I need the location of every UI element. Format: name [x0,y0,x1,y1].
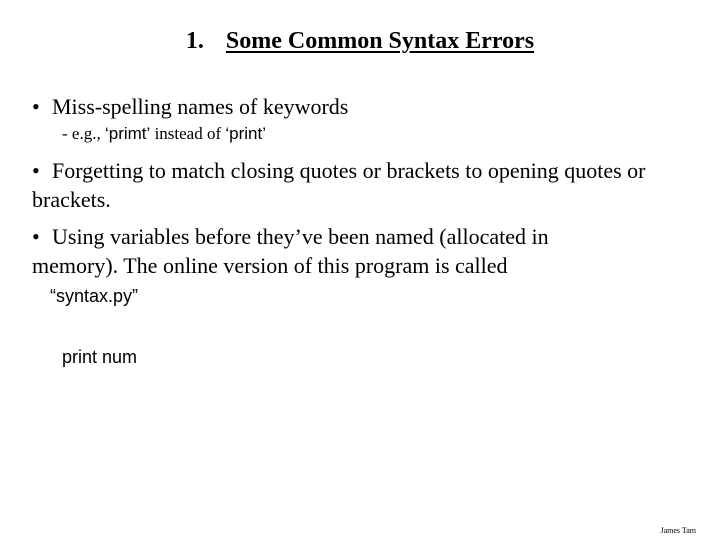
program-filename: “syntax.py” [50,286,139,306]
bullet-marker: • [32,224,40,249]
bullet-text: Forgetting to match closing quotes or brackets to opening quotes or brackets. [32,158,646,212]
title-text: Some Common Syntax Errors [225,28,535,54]
example-prefix: - e.g., [62,124,105,143]
bullet-text: Using variables before they’ve been named (allocated in memory). The online version of this program is called [32,224,549,278]
example-wrong-keyword: ‘primt’ [104,124,151,143]
sub-bullet-example [62,124,266,144]
bullet-marker: • [32,158,40,183]
footer-author: James Tam [660,526,696,535]
bullet-variables [32,222,622,280]
code-line: print num [62,347,138,367]
title-number: 1. [185,28,204,54]
bullet-keywords [32,92,692,121]
bullet-brackets [32,156,692,214]
example-middle: instead of [150,124,226,143]
example-right-keyword: ‘print’ [225,124,267,143]
slide-title [0,28,720,55]
bullet-marker: • [32,94,40,119]
bullet-text: Miss-spelling names of keywords [52,94,349,119]
